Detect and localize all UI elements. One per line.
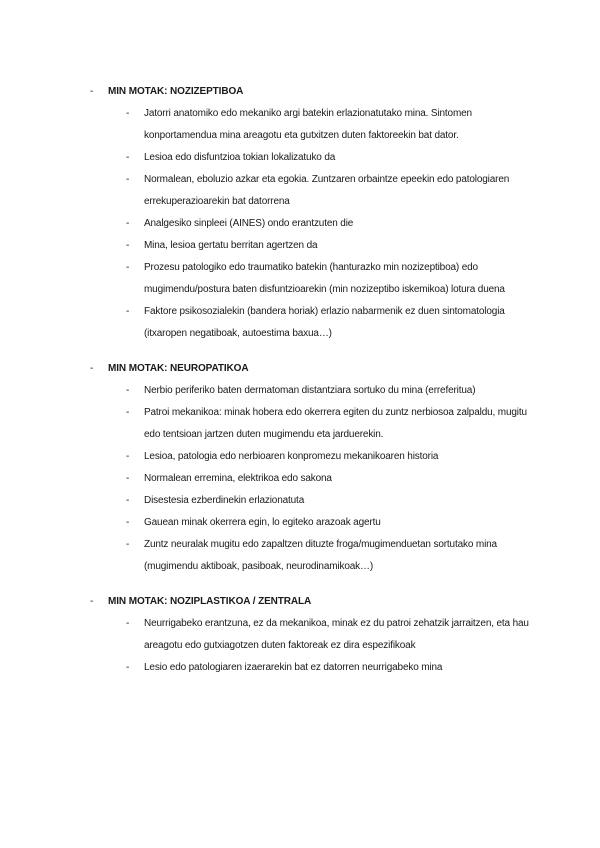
list-item	[0, 534, 600, 578]
item-bullet: -	[126, 473, 130, 484]
item-text: Patroi mekanikoa: minak hobera edo okerrera egiten du zuntz nerbiosoa zalpaldu, mugitu edo tentsioan jartzen duten mugimendu eta jarduerekin.	[144, 407, 527, 440]
item-text: Disestesia ezberdinekin erlazionatuta	[144, 495, 305, 506]
list-item	[0, 380, 600, 402]
item-text: Neurrigabeko erantzuna, ez da mekanikoa, minak ez du patroi zehatzik jarraitzen, eta hau areagotu edo gutxiagotzen duten faktoreak ez dira espezifikoak	[144, 618, 529, 651]
list-item	[0, 103, 600, 147]
item-text: Faktore psikosozialekin (bandera horiak) erlazio nabarmenik ez duen sintomatologia (itxaropen negatiboak, autoestima baxua…)	[144, 306, 505, 339]
item-bullet: -	[126, 539, 130, 550]
document-body	[0, 81, 600, 692]
list-item	[0, 301, 600, 345]
item-text: Mina, lesioa gertatu berritan agertzen da	[144, 240, 318, 251]
section-title: MIN MOTAK: NEUROPATIKOA	[108, 363, 249, 374]
item-text: Lesio edo patologiaren izaerarekin bat ez datorren neurrigabeko mina	[144, 662, 443, 673]
item-text: Gauean minak okerrera egin, lo egiteko arazoak agertu	[144, 517, 381, 528]
section-heading	[0, 591, 600, 613]
section-title: MIN MOTAK: NOZIZEPTIBOA	[108, 86, 244, 97]
list-item	[0, 213, 600, 235]
item-text: Normalean, eboluzio azkar eta egokia. Zuntzaren orbaintze epeekin edo patologiaren errekuperazioarekin bat datorrena	[144, 174, 510, 207]
item-bullet: -	[126, 662, 130, 673]
item-bullet: -	[126, 152, 130, 163]
item-text: Normalean erremina, elektrikoa edo sakona	[144, 473, 332, 484]
item-text: Zuntz neuralak mugitu edo zapaltzen dituzte froga/mugimenduetan sortutako mina (mugimendu aktiboak, pasiboak, neurodinamikoak…)	[144, 539, 497, 572]
item-bullet: -	[126, 451, 130, 462]
list-item	[0, 490, 600, 512]
list-item	[0, 446, 600, 468]
item-bullet: -	[126, 618, 130, 629]
item-bullet: -	[126, 240, 130, 251]
list-item	[0, 147, 600, 169]
item-bullet: -	[126, 385, 130, 396]
list-item	[0, 257, 600, 301]
heading-bullet: -	[90, 363, 94, 374]
list-item	[0, 235, 600, 257]
item-bullet: -	[126, 517, 130, 528]
list-item	[0, 512, 600, 534]
section-1	[0, 81, 600, 345]
list-item	[0, 468, 600, 490]
section-heading	[0, 358, 600, 380]
item-text: Prozesu patologiko edo traumatiko batekin (hanturazko min nozizeptiboa) edo mugimendu/postura baten disfuntzioarekin (min nozizeptibo iskemikoa) lotura duena	[144, 262, 505, 295]
section-3	[0, 591, 600, 679]
item-bullet: -	[126, 306, 130, 317]
heading-bullet: -	[90, 596, 94, 607]
item-text: Analgesiko sinpleei (AINES) ondo erantzuten die	[144, 218, 354, 229]
list-item	[0, 169, 600, 213]
list-item	[0, 657, 600, 679]
item-text: Lesioa edo disfuntzioa tokian lokalizatuko da	[144, 152, 336, 163]
item-bullet: -	[126, 495, 130, 506]
heading-bullet: -	[90, 86, 94, 97]
item-text: Nerbio periferiko baten dermatoman distantziara sortuko du mina (erreferitua)	[144, 385, 476, 396]
section-title: MIN MOTAK: NOZIPLASTIKOA / ZENTRALA	[108, 596, 312, 607]
section-heading	[0, 81, 600, 103]
item-bullet: -	[126, 174, 130, 185]
item-bullet: -	[126, 262, 130, 273]
item-text: Jatorri anatomiko edo mekaniko argi batekin erlazionatutako mina. Sintomen konportamendua mina areagotu eta gutxitzen duten faktoreekin bat dator.	[144, 108, 472, 141]
list-item	[0, 402, 600, 446]
list-item	[0, 613, 600, 657]
item-bullet: -	[126, 108, 130, 119]
item-bullet: -	[126, 407, 130, 418]
section-2	[0, 358, 600, 578]
item-text: Lesioa, patologia edo nerbioaren konpromezu mekanikoaren historia	[144, 451, 439, 462]
item-bullet: -	[126, 218, 130, 229]
